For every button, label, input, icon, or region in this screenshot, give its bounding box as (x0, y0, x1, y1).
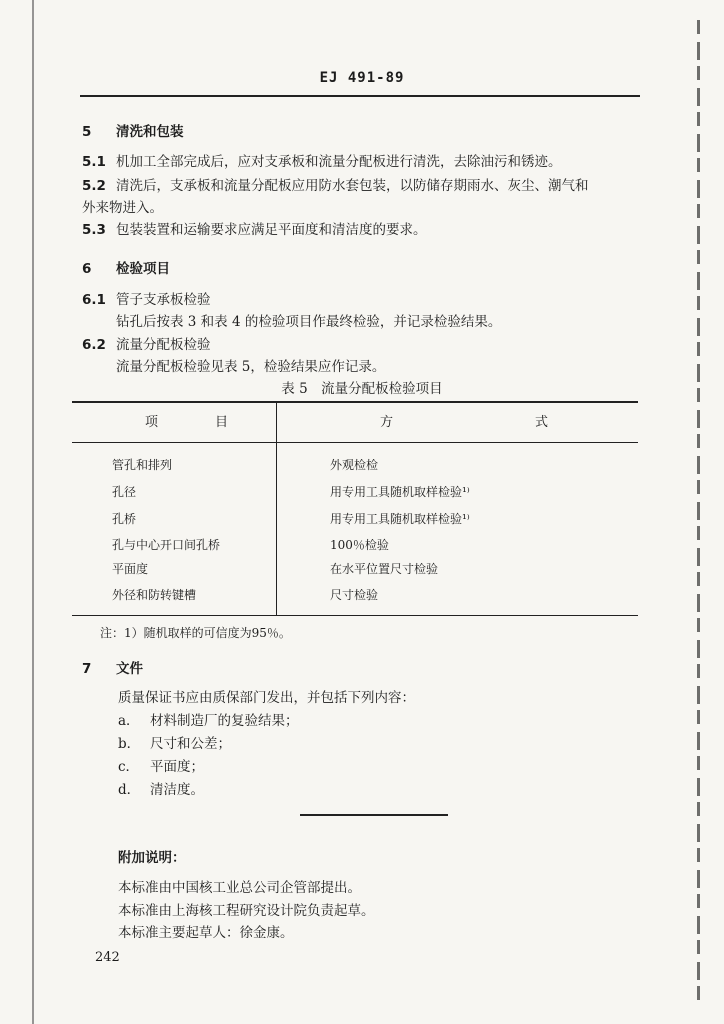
clause-5-1: 5.1 机加工全部完成后，应对支承板和流量分配板进行清洗，去除油污和锈迹。 (82, 154, 562, 170)
table-bottom-rule (72, 615, 638, 616)
table-note: 注：1）随机取样的可信度为95％。 (100, 626, 291, 640)
table-row-6-item: 外径和防转键槽 (112, 588, 197, 602)
clause-6-2-heading: 6.2 流量分配板检验 (82, 337, 211, 353)
table-header-rule (72, 442, 638, 443)
section-7-intro: 质量保证书应由质保部门发出，并包括下列内容： (118, 690, 415, 706)
section-6-heading: 6 检验项目 (82, 261, 170, 277)
table-row-1-method: 外观检检 (330, 458, 379, 472)
table-row-4-item: 孔与中心开口间孔桥 (112, 538, 221, 552)
section-7-heading: 7 文件 (82, 661, 143, 677)
table-row-3-item: 孔桥 (112, 512, 137, 526)
table-header-method-2: 式 (535, 415, 549, 430)
table-header-item-2: 目 (215, 415, 229, 430)
clause-5-3: 5.3 包装装置和运输要求应满足平面度和清洁度的要求。 (82, 222, 427, 238)
list-item-d: d． 清洁度。 (118, 782, 204, 798)
list-item-c: c． 平面度； (118, 759, 204, 775)
clause-6-1-text: 钻孔后按表 3 和表 4 的检验项目作最终检验，并记录检验结果。 (116, 314, 502, 330)
list-item-b: b． 尺寸和公差； (118, 736, 231, 752)
appendix-line-3: 本标准主要起草人：徐金康。 (118, 925, 294, 941)
table-top-rule (72, 401, 638, 403)
table-row-6-method: 尺寸检验 (330, 588, 379, 602)
clause-6-1-heading: 6.1 管子支承板检验 (82, 292, 211, 308)
table-header-item-1: 项 (145, 415, 159, 430)
table-row-4-method: 100％检验 (330, 538, 389, 552)
clause-5-2-continued: 外来物进入。 (82, 200, 163, 216)
table-5-title: 表 5 流量分配板检验项目 (281, 381, 443, 397)
clause-5-2: 5.2 清洗后，支承板和流量分配板应用防水套包装，以防储存期雨水、灰尘、潮气和 (82, 178, 589, 194)
section-5-heading: 5 清洗和包装 (82, 124, 184, 140)
list-item-a: a． 材料制造厂的复验结果； (118, 713, 299, 729)
appendix-line-2: 本标准由上海核工程研究设计院负责起草。 (118, 903, 375, 919)
table-row-5-item: 平面度 (112, 562, 149, 576)
table-row-1-item: 管孔和排列 (112, 458, 173, 472)
page-number: 242 (95, 950, 120, 965)
table-row-2-item: 孔径 (112, 485, 137, 499)
table-header-method-1: 方 (380, 415, 394, 430)
table-row-5-method: 在水平位置尺寸检验 (330, 562, 439, 576)
table-row-2-method: 用专用工具随机取样检验¹⁾ (330, 485, 470, 499)
table-column-divider (276, 403, 277, 615)
closing-separator (300, 814, 448, 816)
clause-6-2-text: 流量分配板检验见表 5，检验结果应作记录。 (116, 359, 386, 375)
header-rule (80, 95, 640, 97)
standard-code: EJ 491-89 (319, 70, 405, 86)
scan-edge-left (32, 0, 34, 1024)
appendix-line-1: 本标准由中国核工业总公司企管部提出。 (118, 880, 361, 896)
table-row-3-method: 用专用工具随机取样检验¹⁾ (330, 512, 470, 526)
scan-edge-right (697, 20, 700, 1000)
appendix-title: 附加说明： (118, 850, 186, 866)
